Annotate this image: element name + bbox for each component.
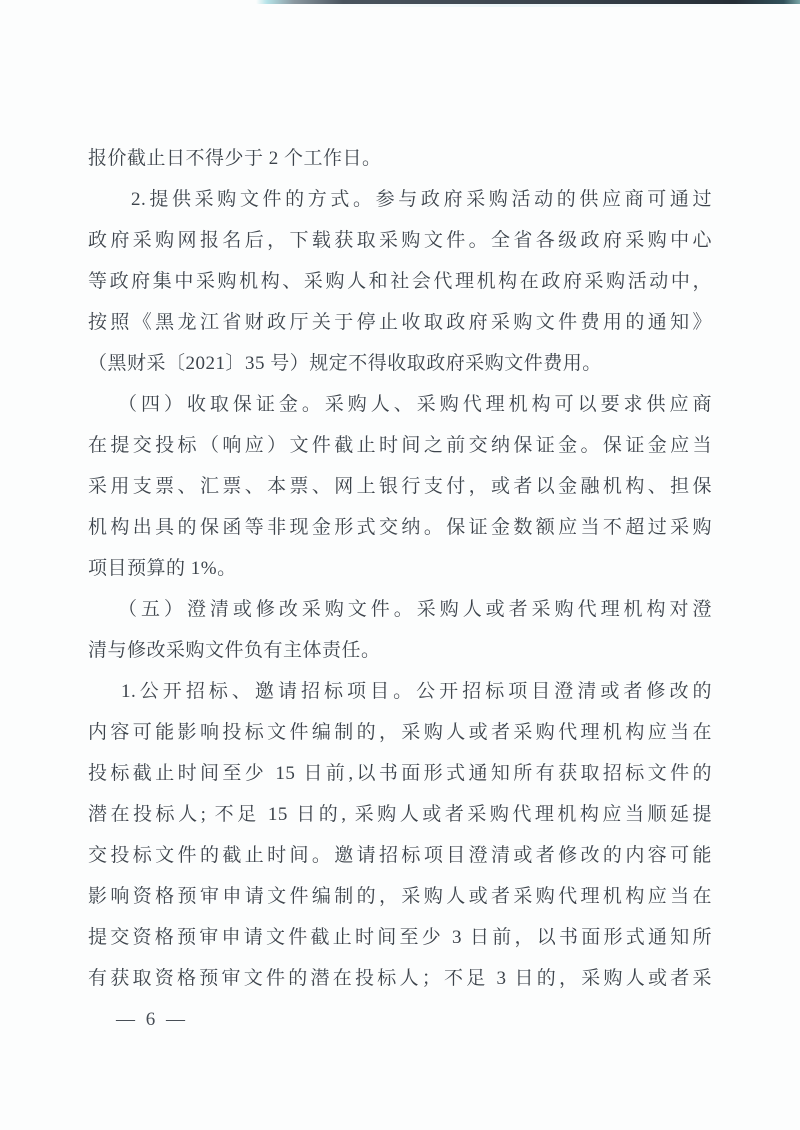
text-line: 2.提供采购文件的方式。参与政府采购活动的供应商可通过 bbox=[131, 189, 712, 210]
page-number: — 6 — bbox=[116, 1009, 188, 1030]
text-line: （五）澄清或修改采购文件。采购人或者采购代理机构对澄 bbox=[118, 599, 712, 620]
text-line: 在提交投标（响应）文件截止时间之前交纳保证金。保证金应当 bbox=[88, 435, 712, 456]
text-line: 采用支票、汇票、本票、网上银行支付，或者以金融机构、担保 bbox=[88, 476, 712, 497]
text-line: 内容可能影响投标文件编制的，采购人或者采购代理机构应当在 bbox=[88, 722, 712, 743]
text-line: 交投标文件的截止时间。邀请招标项目澄清或者修改的内容可能 bbox=[88, 845, 712, 866]
scanner-edge-haze bbox=[300, 4, 800, 7]
text-line: 按照《黑龙江省财政厅关于停止收取政府采购文件费用的通知》 bbox=[88, 312, 712, 333]
text-line: 1.公开招标、邀请招标项目。公开招标项目澄清或者修改的 bbox=[121, 681, 712, 702]
text-line: 有获取资格预审文件的潜在投标人；不足 3 日的，采购人或者采 bbox=[88, 968, 712, 989]
text-line: 政府采购网报名后，下载获取采购文件。全省各级政府采购中心 bbox=[88, 230, 712, 251]
text-line: 项目预算的 1%。 bbox=[88, 558, 237, 579]
text-line: （黑财采〔2021〕35 号）规定不得收取政府采购文件费用。 bbox=[88, 353, 602, 374]
text-line: 潜在投标人; 不足 15 日的, 采购人或者采购代理机构应当顺延提 bbox=[88, 804, 712, 825]
text-line: 等政府集中采购机构、采购人和社会代理机构在政府采购活动中， bbox=[88, 271, 712, 292]
document-text-block bbox=[88, 138, 712, 999]
text-line: 提交资格预审申请文件截止时间至少 3 日前，以书面形式通知所 bbox=[88, 927, 712, 948]
text-line: 投标截止时间至少 15 日前,以书面形式通知所有获取招标文件的 bbox=[88, 763, 712, 784]
text-line: 机构出具的保函等非现金形式交纳。保证金数额应当不超过采购 bbox=[88, 517, 712, 538]
text-line: 清与修改采购文件负有主体责任。 bbox=[88, 640, 381, 661]
text-line: 影响资格预审申请文件编制的，采购人或者采购代理机构应当在 bbox=[88, 886, 712, 907]
text-line: 报价截止日不得少于 2 个工作日。 bbox=[88, 148, 382, 169]
text-line: （四）收取保证金。采购人、采购代理机构可以要求供应商 bbox=[118, 394, 712, 415]
